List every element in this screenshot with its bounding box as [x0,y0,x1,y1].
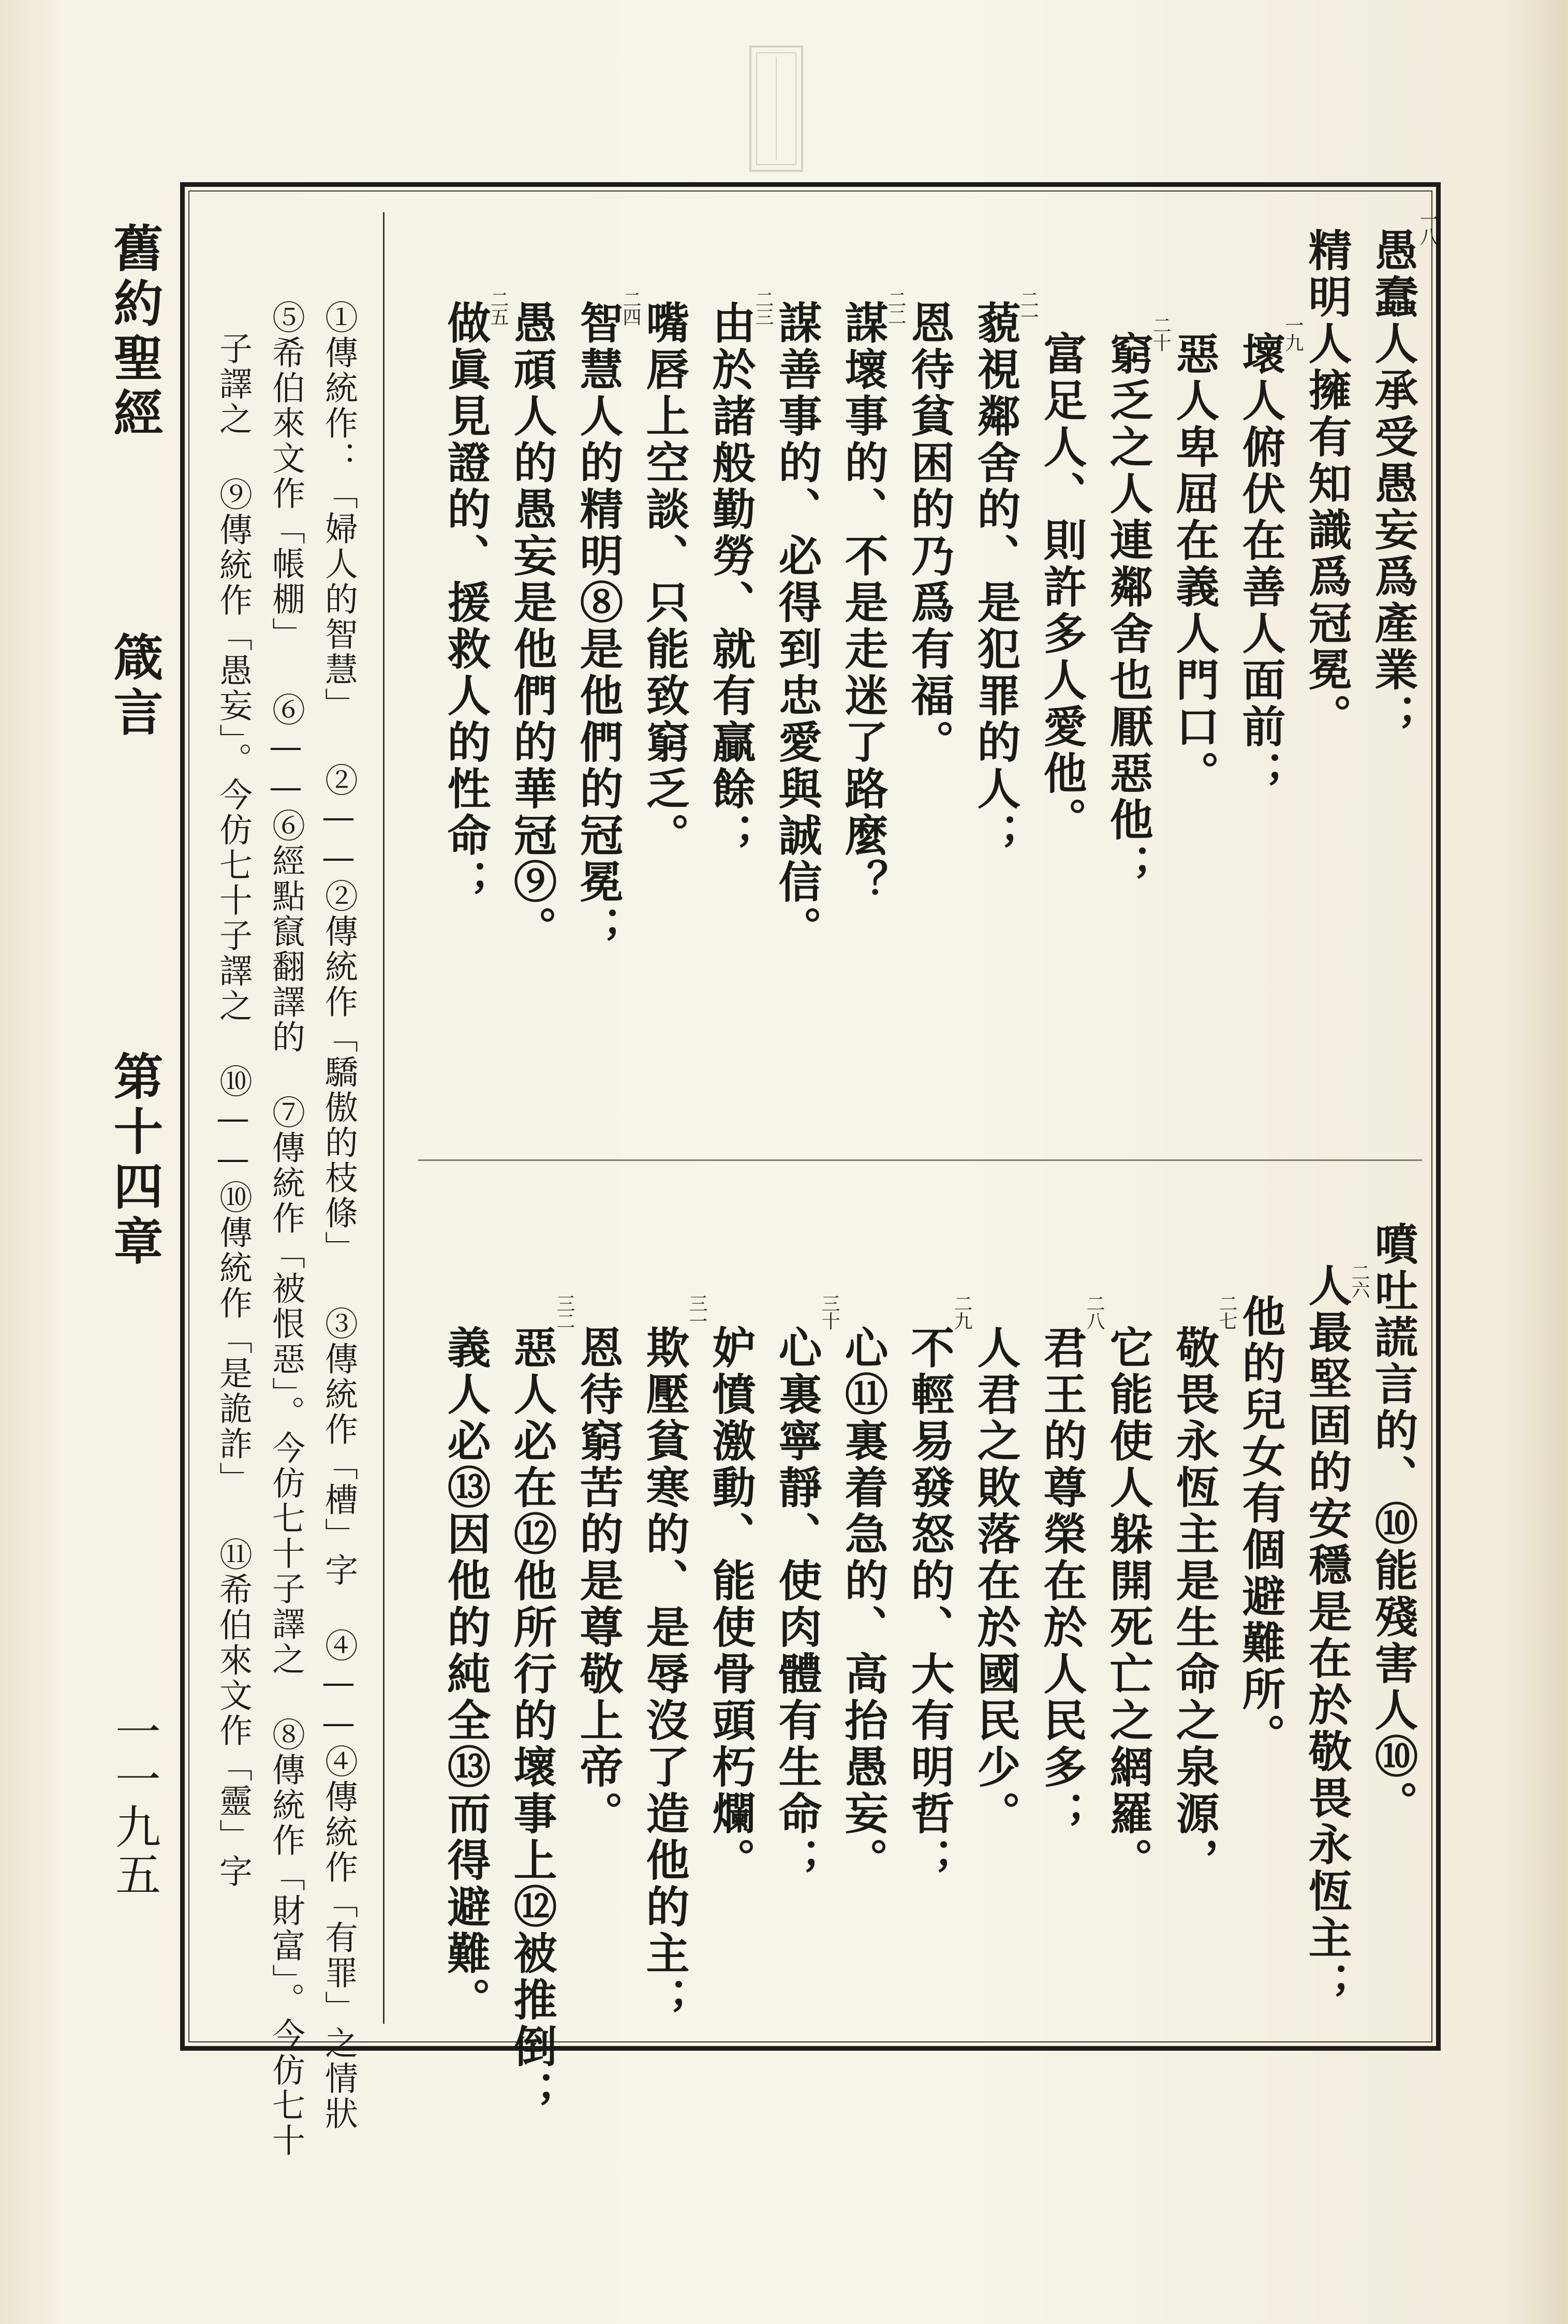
verse-line: 他的兒女有個避難所。 [1235,1294,1286,1760]
verse-number: 二六 [1349,1263,1370,1298]
verse-number: 二十 [1150,316,1171,351]
verse-number: 一九 [1282,316,1304,351]
verse-number: 三十 [819,1294,840,1329]
verse-line: 心⑪裏着急的、高抬愚妄。 [838,1325,889,1884]
verse-number: 二一 [1017,290,1039,325]
page-number: 一一九五 [108,1708,161,1899]
verse-line: 智慧人的精明⑧是他們的冠冕； [573,300,624,952]
verse-line: 壞人俯伏在善人面前； [1235,331,1286,797]
verse-number: 二二 [885,290,906,325]
verse-number: 一八 [1417,210,1438,245]
verse-number: 三一 [686,1294,707,1329]
verse-line: 義人必⑬因他的純全⑬而得避難。 [440,1325,492,2024]
verse-line: 謀善事的、必得到忠愛與誠信。 [772,300,823,952]
verse-line: 噴吐謊言的、⑩能殘害人⑩。 [1368,1222,1419,1827]
verse-number: 二七 [1216,1294,1237,1329]
verse-line: 心裏寧靜、使肉體有生命； [772,1325,823,1884]
footnote-divider [383,212,384,2024]
verse-number: 二八 [1084,1294,1105,1329]
footnote-line: 子譯之 ⑨傳統作「愚妄」。今仿七十子譯之 ⑩——⑩傳統作「是詭詐」 ⑪希伯來文作「靈」字 [214,331,252,1889]
verse-line: 它能使人躲開死亡之網羅。 [1103,1325,1154,1884]
stamp-mark [745,41,807,176]
verse-line: 欺壓貧寒的、是辱沒了造他的主； [639,1325,690,2024]
verse-line: 不輕易發怒的、大有明哲； [904,1325,955,1884]
verse-line: 敬畏永恆主是生命之泉源， [1169,1325,1220,1884]
verse-line: 愚蠢人承受愚妄爲產業； [1368,228,1419,740]
verse-line: 富足人、則許多人愛他。 [1037,331,1088,844]
book-title: 舊約聖經 [106,223,164,442]
verse-line: 愚頑人的愚妄是他們的華冠⑨。 [507,300,558,952]
verse-line: 謀壞事的、不是走迷了路麼？ [838,300,889,906]
verse-line: 人君之敗落在於國民少。 [970,1325,1022,1837]
verse-line: 惡人卑屈在義人門口。 [1169,331,1220,797]
verse-number: 三二 [554,1294,575,1329]
book-name: 箴言 [106,631,164,741]
verse-line: 藐視鄰舍的、是犯罪的人； [970,300,1022,859]
verse-line: 恩待貧困的乃爲有福。 [904,300,955,766]
verse-line: 惡人必在⑫他所行的壞事上⑫被推倒； [507,1325,558,2117]
footnote-line: ⑤希伯來文作「帳棚」 ⑥——⑥經點竄翻譯的 ⑦傳統作「被恨惡」。今仿七十子譯之 ⑧傳統作「財富」。今仿七十 [267,300,305,2158]
verse-number: 二四 [620,290,641,325]
verse-line: 嘴唇上空談、只能致窮乏。 [639,300,690,859]
verse-line: 妒憤激動、能使骨頭朽爛。 [705,1325,757,1884]
verse-number: 二九 [951,1294,972,1329]
verse-line: 人最堅固的安穩是在於敬畏永恆主； [1301,1263,1353,2008]
verse-line: 君王的尊榮在於人民多； [1037,1325,1088,1837]
verse-line: 恩待窮苦的是尊敬上帝。 [573,1325,624,1837]
verse-line: 精明人擁有知識爲冠冕。 [1301,228,1353,740]
verse-number: 二三 [752,290,774,325]
footnote-line: ①傳統作：「婦人的智慧」 ②——②傳統作「驕傲的枝條」 ③傳統作「槽」字 ④——④傳統作「有罪」之情狀 [319,300,358,2131]
section-divider [418,1159,1422,1161]
verse-line: 窮乏之人連鄰舍也厭惡他； [1103,331,1154,890]
verse-number: 二五 [487,290,509,325]
verse-line: 由於諸般勤勞、就有贏餘； [705,300,757,859]
verse-line: 做眞見證的、援救人的性命； [440,300,492,906]
chapter-label: 第十四章 [106,1051,164,1270]
